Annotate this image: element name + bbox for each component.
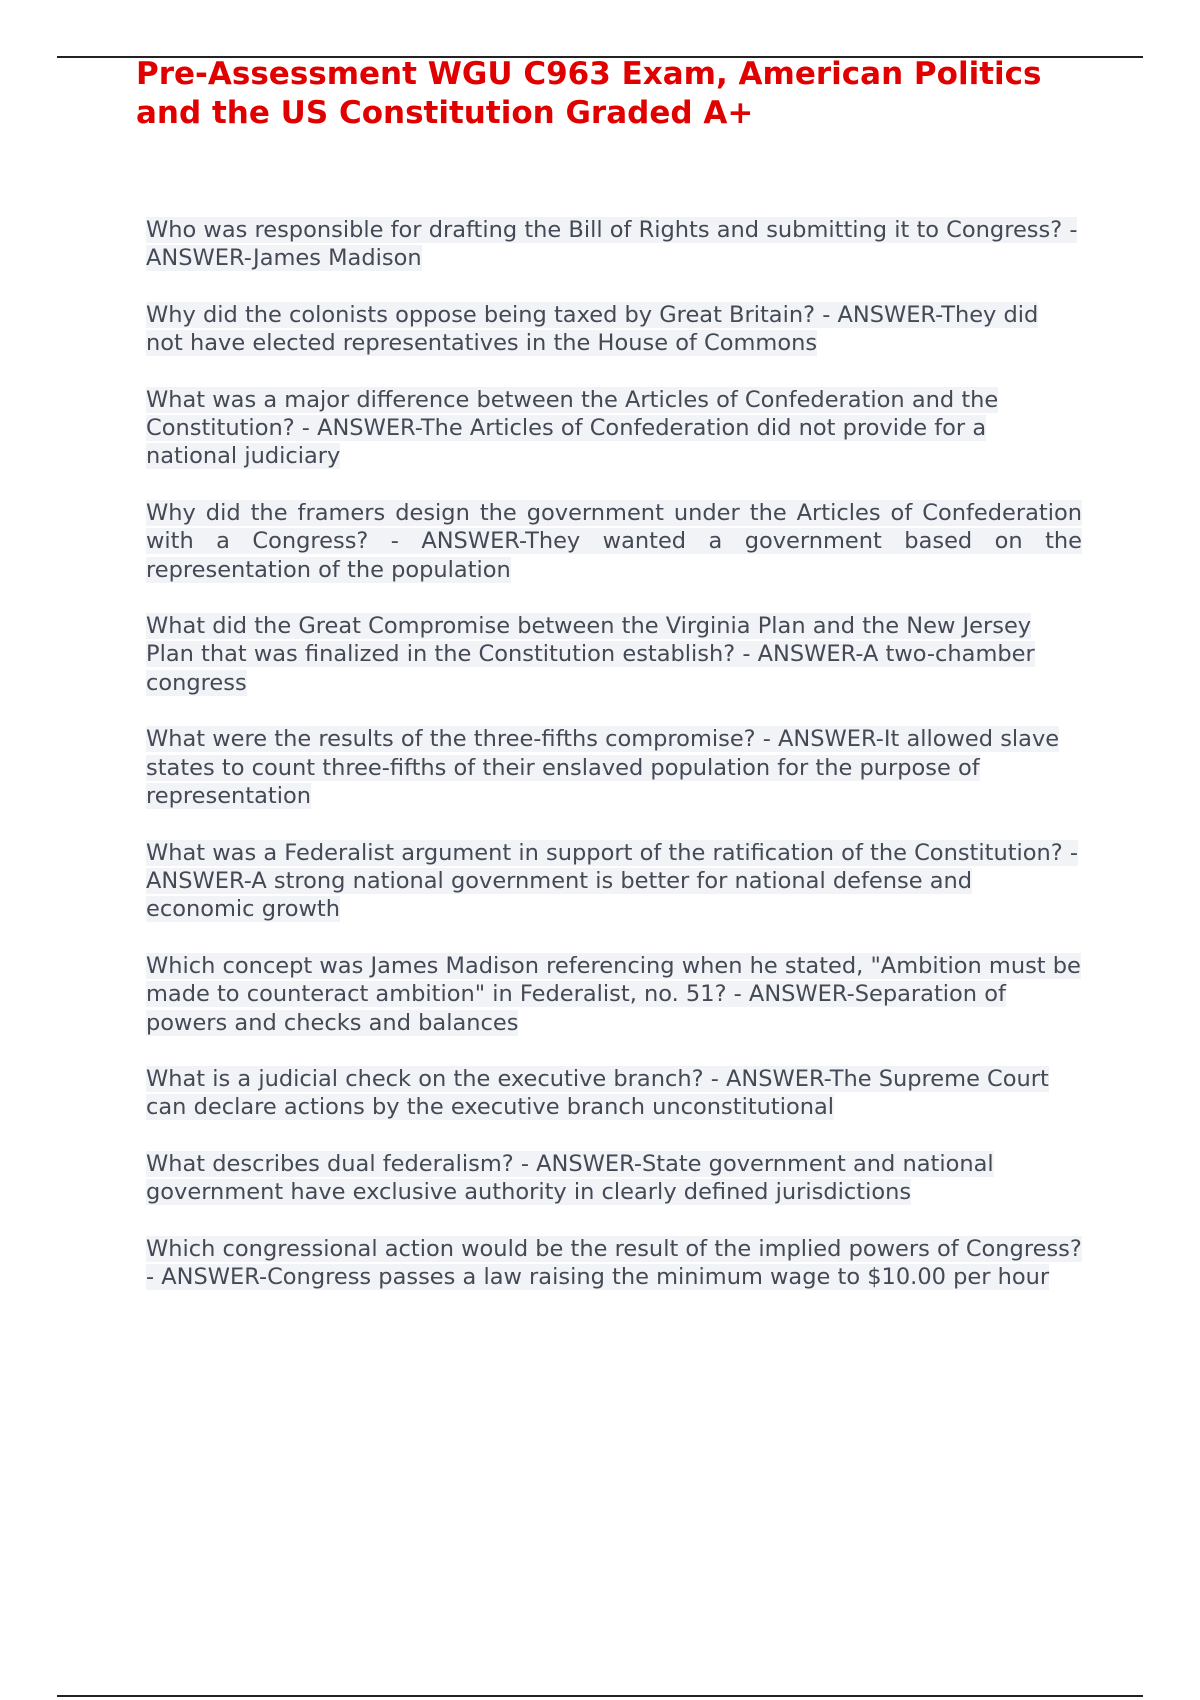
- qa-item-5: [146, 612, 1082, 697]
- qa-item-6: [146, 725, 1082, 810]
- qa-item-text: Which congressional action would be the result of the implied powers of Congress? - ANSWER-Congress passes a law raising the minimum wage to $10.00 per hour: [146, 1235, 1082, 1290]
- qa-item-text: Who was responsible for drafting the Bill of Rights and submitting it to Congress? - ANSWER-James Madison: [146, 217, 1078, 272]
- qa-item-text: What were the results of the three-fifths compromise? - ANSWER-It allowed slave states to count three-fifths of their enslaved population for the purpose of representation: [146, 726, 1060, 810]
- qa-item-3: [146, 386, 1082, 471]
- qa-item-9: [146, 1065, 1082, 1122]
- document-title: Pre-Assessment WGU C963 Exam, American Politics and the US Constitution Graded A+: [136, 56, 1042, 131]
- qa-item-1: [146, 216, 1082, 273]
- qa-item-text: What describes dual federalism? - ANSWER-State government and national government have exclusive authority in clearly defined jurisdictions: [146, 1150, 994, 1206]
- qa-item-text: Why did the framers design the government under the Articles of Confederation with a Congress? - ANSWER-They wanted a government based on the representation of the population: [146, 499, 1082, 583]
- qa-item-text: What did the Great Compromise between the Virginia Plan and the New Jersey Plan that was finalized in the Constitution establish? - ANSWER-A two-chamber congress: [146, 613, 1035, 696]
- qa-list: [146, 216, 1082, 1319]
- qa-item-11: [146, 1235, 1082, 1292]
- qa-item-text: Why did the colonists oppose being taxed by Great Britain? - ANSWER-They did not have elected representatives in the House of Commons: [146, 301, 1039, 357]
- qa-item-8: [146, 952, 1082, 1037]
- qa-item-2: [146, 301, 1082, 358]
- qa-item-text: What was a Federalist argument in support of the ratification of the Constitution? - ANSWER-A strong national government is better for national defense and economic growth: [146, 839, 1079, 923]
- qa-item-7: [146, 839, 1082, 924]
- qa-item-10: [146, 1150, 1082, 1207]
- qa-item-text: What was a major difference between the Articles of Confederation and the Constitution? - ANSWER-The Articles of Confederation did not provide for a national judiciary: [146, 386, 999, 470]
- qa-item-text: Which concept was James Madison referencing when he stated, "Ambition must be made to counteract ambition" in Federalist, no. 51? - ANSWER-Separation of powers and checks and balances: [146, 952, 1081, 1036]
- qa-item-text: What is a judicial check on the executive branch? - ANSWER-The Supreme Court can declare actions by the executive branch unconstitutional: [146, 1065, 1049, 1121]
- qa-item-4: [146, 499, 1082, 584]
- bottom-rule: [57, 1695, 1143, 1697]
